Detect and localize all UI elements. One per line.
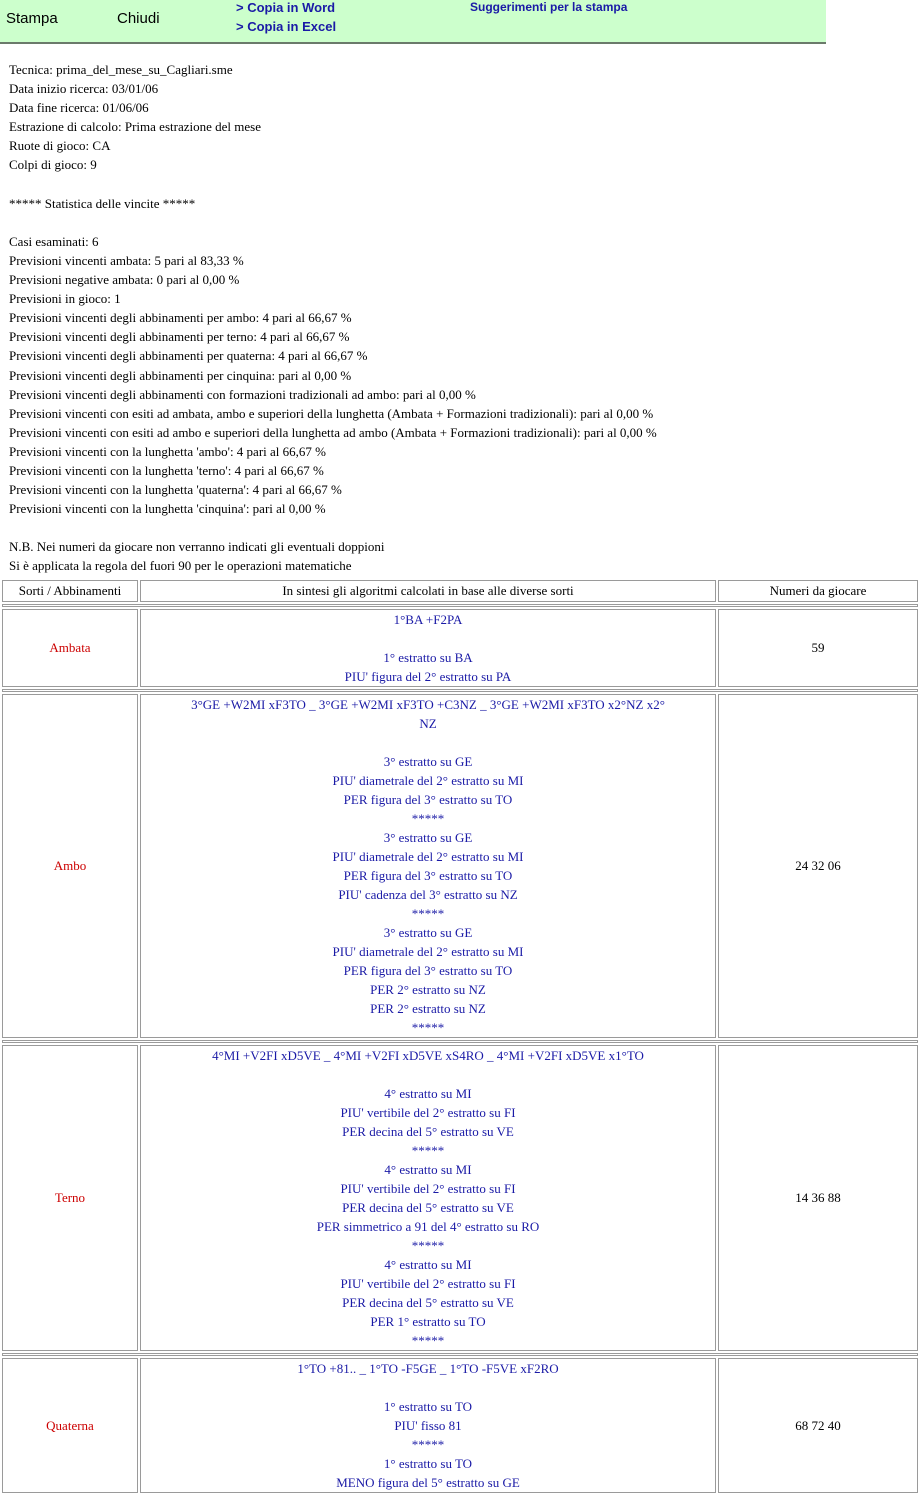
algoritmo-line: PIU' figura del 2° estratto su PA xyxy=(344,669,512,684)
report-line: Previsioni vincenti con la lunghetta 'ambo': 4 pari al 66,67 % xyxy=(9,443,326,459)
algoritmo-line: 4° estratto su MI xyxy=(384,1162,472,1177)
table-row xyxy=(2,609,918,687)
separator-line xyxy=(2,1353,918,1356)
table-row xyxy=(2,1045,918,1351)
report-line: Previsioni vincenti degli abbinamenti per terno: 4 pari al 66,67 % xyxy=(9,329,350,345)
algoritmo-line: PIU' vertibile del 2° estratto su FI xyxy=(340,1181,516,1196)
stampa-button[interactable]: Stampa xyxy=(6,10,58,27)
algoritmo-cell xyxy=(140,1358,716,1493)
algoritmo-line: PER simmetrico a 91 del 4° estratto su RO xyxy=(316,1219,540,1234)
algoritmo-line: PER figura del 3° estratto su TO xyxy=(343,963,513,978)
algoritmo-line: 1° estratto su BA xyxy=(383,650,473,665)
results-table xyxy=(0,578,920,1495)
table-header-row xyxy=(2,580,918,602)
algoritmo-line: PIU' cadenza del 3° estratto su NZ xyxy=(338,887,518,902)
header-sintesi: In sintesi gli algoritmi calcolati in base alle diverse sorti xyxy=(140,580,716,602)
toolbar xyxy=(0,0,826,44)
suggerimenti-link[interactable]: Suggerimenti per la stampa xyxy=(470,0,628,14)
report-line: Previsioni negative ambata: 0 pari al 0,00 % xyxy=(9,272,240,288)
algoritmo-cell xyxy=(140,694,716,1038)
algoritmo-line: 3°GE +W2MI xF3TO _ 3°GE +W2MI xF3TO +C3NZ _ 3°GE +W2MI xF3TO x2°NZ x2° xyxy=(191,697,665,712)
algoritmo-line: MENO figura del 5° estratto su GE xyxy=(336,1475,520,1490)
algoritmo-line xyxy=(141,629,715,648)
separator-line xyxy=(2,1040,918,1043)
report-line: Previsioni vincenti degli abbinamenti per quaterna: 4 pari al 66,67 % xyxy=(9,348,368,364)
algoritmo-line: 1° estratto su TO xyxy=(383,1456,473,1471)
algoritmo-line: 1°BA +F2PA xyxy=(393,612,463,627)
report-line: Previsioni vincenti con la lunghetta 'terno': 4 pari al 66,67 % xyxy=(9,462,324,478)
table-row xyxy=(2,1358,918,1493)
algoritmo-line: PIU' vertibile del 2° estratto su FI xyxy=(340,1105,516,1120)
numeri-cell: 24 32 06 xyxy=(718,694,918,1038)
algoritmo-line: PIU' fisso 81 xyxy=(394,1418,462,1433)
row-separator xyxy=(2,1353,918,1356)
algoritmo-line: ***** xyxy=(411,1020,445,1035)
algoritmo-line: PIU' diametrale del 2° estratto su MI xyxy=(332,773,524,788)
algoritmo-line xyxy=(141,1378,715,1397)
table-row xyxy=(2,694,918,1038)
algoritmo-line: PIU' vertibile del 2° estratto su FI xyxy=(340,1276,516,1291)
report-line: Previsioni vincenti degli abbinamenti per cinquina: pari al 0,00 % xyxy=(9,367,352,383)
algoritmo-line: 3° estratto su GE xyxy=(383,925,473,940)
header-numeri: Numeri da giocare xyxy=(718,580,918,602)
sorte-cell: Quaterna xyxy=(2,1358,138,1493)
sorte-cell: Ambata xyxy=(2,609,138,687)
algoritmo-line: 3° estratto su GE xyxy=(383,754,473,769)
report-line: Previsioni vincenti con la lunghetta 'quaterna': 4 pari al 66,67 % xyxy=(9,482,342,498)
header-sorti: Sorti / Abbinamenti xyxy=(2,580,138,602)
report-line: N.B. Nei numeri da giocare non verranno indicati gli eventuali doppioni xyxy=(9,539,385,555)
algoritmo-line: PER figura del 3° estratto su TO xyxy=(343,792,513,807)
separator-line xyxy=(2,604,918,607)
numeri-cell: 68 72 40 xyxy=(718,1358,918,1493)
algoritmo-line: PER 2° estratto su NZ xyxy=(370,982,486,997)
report-line: Data fine ricerca: 01/06/06 xyxy=(9,100,149,116)
report-line: Tecnica: prima_del_mese_su_Cagliari.sme xyxy=(9,62,233,77)
numeri-cell: 59 xyxy=(718,609,918,687)
row-separator xyxy=(2,604,918,607)
report-line xyxy=(9,175,657,194)
report-line xyxy=(9,213,657,232)
algoritmo-line: 3° estratto su GE xyxy=(383,830,473,845)
report-line: Data inizio ricerca: 03/01/06 xyxy=(9,81,159,97)
report-summary xyxy=(9,60,657,576)
sorte-cell: Ambo xyxy=(2,694,138,1038)
numeri-cell: 14 36 88 xyxy=(718,1045,918,1351)
algoritmo-line: 4° estratto su MI xyxy=(384,1257,472,1272)
algoritmo-line: ***** xyxy=(411,1238,445,1253)
algoritmo-line: ***** xyxy=(411,1333,445,1348)
algoritmo-line: PER decina del 5° estratto su VE xyxy=(342,1295,514,1310)
algoritmo-line: ***** xyxy=(411,1437,445,1452)
report-line: Ruote di gioco: CA xyxy=(9,138,111,154)
report-line: ***** Statistica delle vincite ***** xyxy=(9,195,196,211)
report-line: Previsioni vincenti degli abbinamenti per ambo: 4 pari al 66,67 % xyxy=(9,310,352,326)
algoritmo-line: 4° estratto su MI xyxy=(384,1086,472,1101)
algoritmo-line: ***** xyxy=(411,1143,445,1158)
report-line: Previsioni vincenti con la lunghetta 'cinquina': pari al 0,00 % xyxy=(9,501,326,517)
algoritmo-line: PIU' diametrale del 2° estratto su MI xyxy=(332,944,524,959)
algoritmo-line: PIU' diametrale del 2° estratto su MI xyxy=(332,849,524,864)
report-line: Estrazione di calcolo: Prima estrazione del mese xyxy=(9,119,261,135)
algoritmo-line: PER decina del 5° estratto su VE xyxy=(342,1200,514,1215)
algoritmo-line: 4°MI +V2FI xD5VE _ 4°MI +V2FI xD5VE xS4RO _ 4°MI +V2FI xD5VE x1°TO xyxy=(212,1048,644,1063)
algoritmo-cell xyxy=(140,609,716,687)
report-line xyxy=(9,518,657,537)
algoritmo-cell xyxy=(140,1045,716,1351)
algoritmo-line: 1° estratto su TO xyxy=(383,1399,473,1414)
algoritmo-line: PER decina del 5° estratto su VE xyxy=(342,1124,514,1139)
report-line: Previsioni vincenti con esiti ad ambo e superiori della lunghetta ad ambo (Ambata + Formazioni tradizionali): pari al 0,00 % xyxy=(9,424,657,440)
report-line: Previsioni in gioco: 1 xyxy=(9,291,121,307)
algoritmo-line: 1°TO +81.. _ 1°TO -F5GE _ 1°TO -F5VE xF2RO xyxy=(297,1361,559,1376)
algoritmo-line: PER 1° estratto su TO xyxy=(370,1314,486,1329)
report-line: Previsioni vincenti con esiti ad ambata, ambo e superiori della lunghetta (Ambata + Formazioni tradizionali): pari al 0,00 % xyxy=(9,405,654,421)
algoritmo-line: ***** xyxy=(411,906,445,921)
algoritmo-line: NZ xyxy=(419,716,437,731)
row-separator xyxy=(2,689,918,692)
algoritmo-line xyxy=(141,1065,715,1084)
algoritmo-line xyxy=(141,733,715,752)
report-line: Previsioni vincenti degli abbinamenti con formazioni tradizionali ad ambo: pari al 0,00 % xyxy=(9,386,476,402)
algoritmo-line: ***** xyxy=(411,811,445,826)
report-line: Casi esaminati: 6 xyxy=(9,233,99,249)
chiudi-button[interactable]: Chiudi xyxy=(117,10,160,27)
separator-line xyxy=(2,689,918,692)
row-separator xyxy=(2,1040,918,1043)
sorte-cell: Terno xyxy=(2,1045,138,1351)
report-line: Previsioni vincenti ambata: 5 pari al 83,33 % xyxy=(9,252,244,268)
algoritmo-line: PER figura del 3° estratto su TO xyxy=(343,868,513,883)
report-line: Si è applicata la regola del fuori 90 per le operazioni matematiche xyxy=(9,558,352,574)
copia-word-link[interactable]: > Copia in Word xyxy=(236,0,336,15)
algoritmo-line: PER 2° estratto su NZ xyxy=(370,1001,486,1016)
report-line: Colpi di gioco: 9 xyxy=(9,157,97,173)
copia-excel-link[interactable]: > Copia in Excel xyxy=(236,19,337,34)
